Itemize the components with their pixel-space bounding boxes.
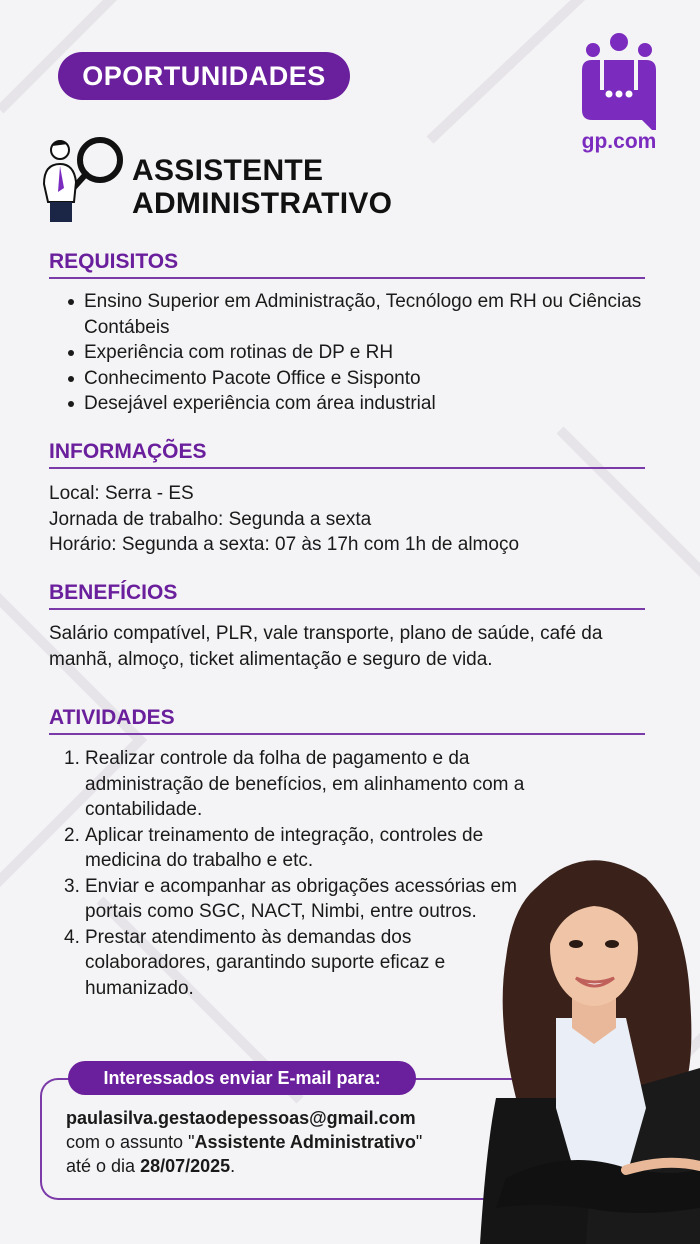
list-item: Experiência com rotinas de DP e RH xyxy=(49,340,649,366)
information-heading: INFORMAÇÕES xyxy=(49,440,645,469)
location-line: Local: Serra - ES xyxy=(49,483,194,504)
item-number: 3. xyxy=(64,875,80,897)
list-item xyxy=(49,925,529,1002)
benefits-heading: BENEFÍCIOS xyxy=(49,581,645,610)
item-text: Realizar controle da folha de pagamento e da administração de benefícios, em alinhamento com a contabilidade. xyxy=(85,748,525,820)
list-item xyxy=(49,874,529,925)
job-title-line1: ASSISTENTE xyxy=(132,154,324,187)
contact-email[interactable]: paulasilva.gestaodepessoas@gmail.com xyxy=(66,1108,416,1128)
contact-pill: Interessados enviar E-mail para: xyxy=(68,1061,416,1095)
list-item: Ensino Superior em Administração, Tecnólogo em RH ou Ciências Contábeis xyxy=(49,289,649,340)
item-number: 2. xyxy=(64,824,80,846)
list-item xyxy=(49,823,529,874)
subject-prefix: com o assunto " xyxy=(66,1132,195,1152)
opportunities-badge: OPORTUNIDADES xyxy=(58,52,350,100)
requirements-heading: REQUISITOS xyxy=(49,250,645,279)
information-block xyxy=(49,481,669,558)
deadline-line xyxy=(66,1154,422,1178)
list-item xyxy=(49,746,529,823)
job-title-line2: ADMINISTRATIVO xyxy=(132,187,393,220)
list-item: Desejável experiência com área industrial xyxy=(49,391,649,417)
requirements-list xyxy=(49,289,649,417)
activities-heading: ATIVIDADES xyxy=(49,706,645,735)
people-chat-icon xyxy=(576,30,662,130)
item-number: 1. xyxy=(64,748,80,769)
list-item: Conhecimento Pacote Office e Sisponto xyxy=(49,366,649,392)
professional-woman-photo xyxy=(476,848,700,1244)
recruiter-magnifier-icon xyxy=(38,132,128,226)
benefits-text: Salário compatível, PLR, vale transporte, plano de saúde, café da manhã, almoço, ticket alimentação e seguro de vida. xyxy=(49,623,603,670)
item-text: Prestar atendimento às demandas dos colaboradores, garantindo suporte eficaz e humanizado. xyxy=(85,926,446,999)
deadline-prefix: até o dia xyxy=(66,1156,141,1176)
subject-value: Assistente Administrativo xyxy=(194,1132,416,1152)
schedule-line: Horário: Segunda a sexta: 07 às 17h com 1h de almoço xyxy=(49,534,520,555)
item-number: 4. xyxy=(64,926,80,948)
deadline-date: 28/07/2025 xyxy=(140,1156,231,1176)
job-title xyxy=(132,154,392,220)
contact-text xyxy=(66,1106,422,1178)
item-text: Enviar e acompanhar as obrigações acessórias em portais como SGC, NACT, Nimbi, entre outros. xyxy=(85,875,517,922)
activities-list xyxy=(49,746,529,1001)
logo-text: gp.com xyxy=(581,130,657,153)
subject-line xyxy=(66,1130,422,1154)
deadline-suffix: . xyxy=(230,1156,236,1176)
company-logo xyxy=(576,30,662,160)
subject-suffix: " xyxy=(415,1132,423,1152)
workdays-line: Jornada de trabalho: Segunda a sexta xyxy=(49,508,372,530)
item-text: Aplicar treinamento de integração, controles de medicina do trabalho e etc. xyxy=(85,824,484,871)
